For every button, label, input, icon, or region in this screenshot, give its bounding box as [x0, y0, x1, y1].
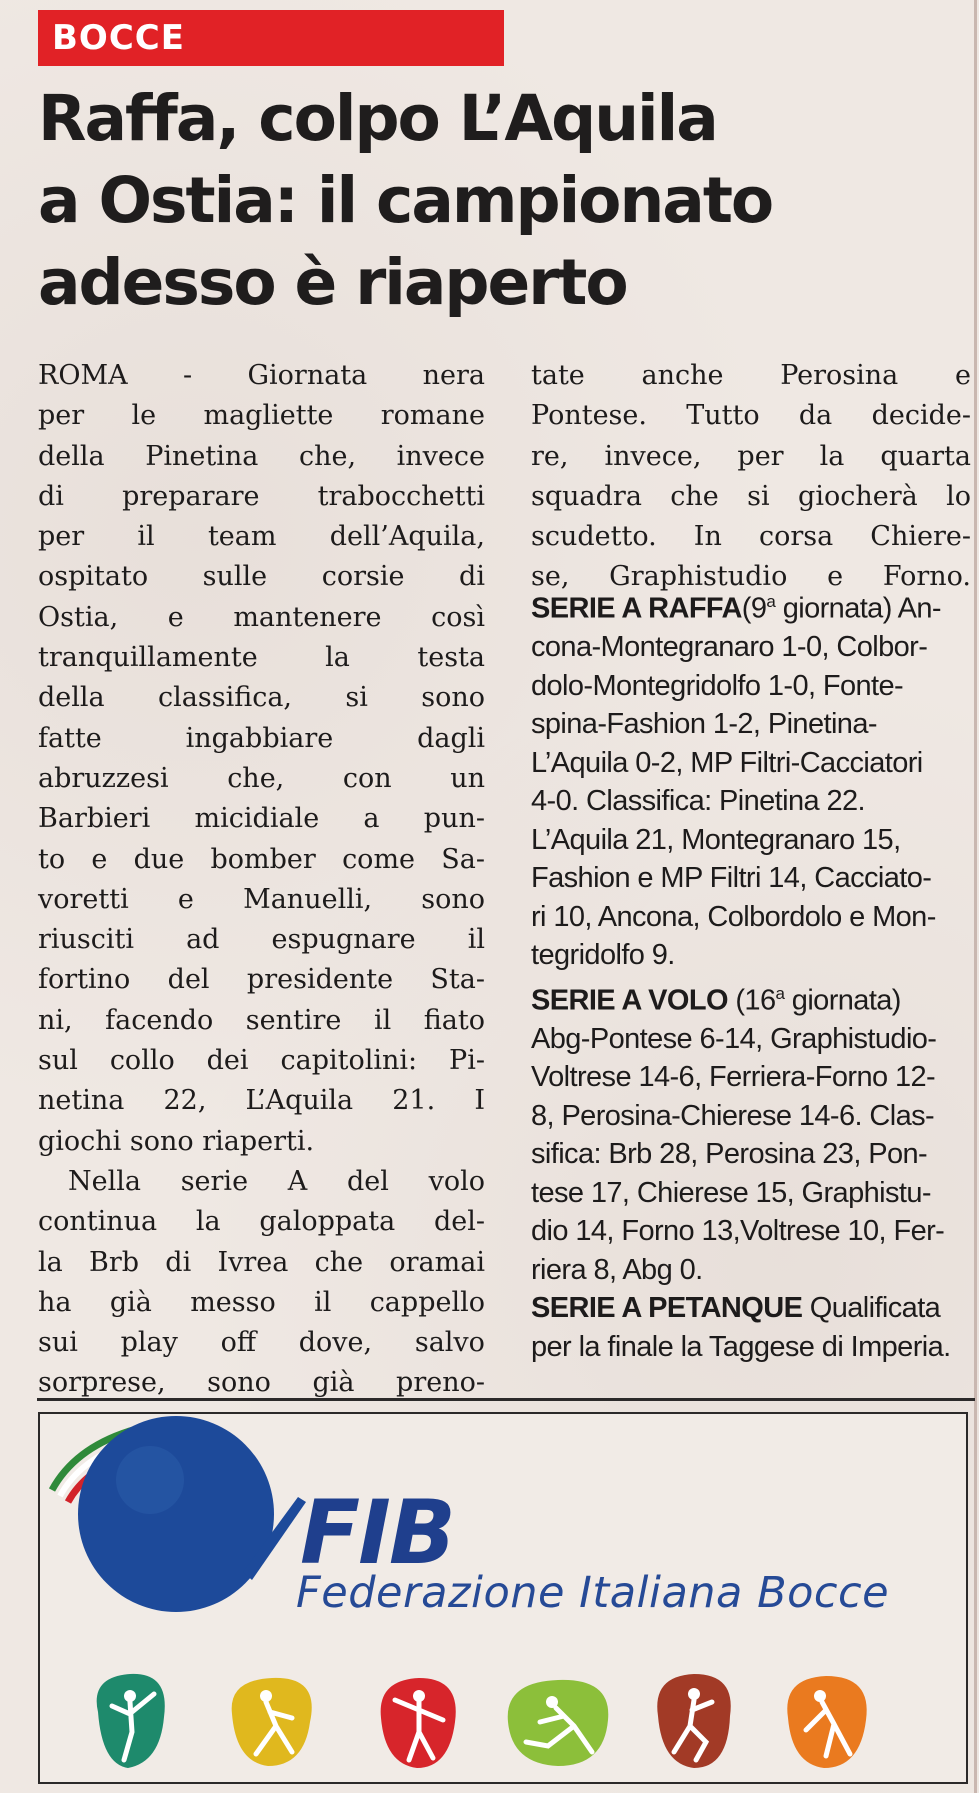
result-line: cona-Montegranaro 1-0, Colbor-	[531, 631, 928, 664]
word: giocherà	[798, 480, 918, 512]
word: sul	[38, 1045, 78, 1077]
word: che,	[298, 440, 357, 472]
word: play	[120, 1327, 178, 1359]
word: serie	[180, 1165, 249, 1197]
word: un	[450, 762, 485, 794]
word: dagli	[417, 722, 485, 754]
word: che	[670, 480, 719, 512]
text-line	[38, 1243, 485, 1283]
text-line	[38, 437, 485, 477]
throw-pose-icon	[97, 1674, 165, 1768]
word: salvo	[414, 1327, 485, 1359]
word: di	[459, 561, 485, 593]
fib-logo-text: FIB	[300, 1481, 454, 1584]
word: invece,	[604, 440, 702, 472]
word: Pinetina	[145, 440, 259, 472]
word: Ostia,	[38, 601, 119, 633]
word: A	[287, 1165, 308, 1197]
volo-round: (16	[727, 984, 776, 1017]
volo-heading-line	[531, 975, 971, 1020]
word: Giornata	[247, 360, 368, 391]
word: 21.	[392, 1085, 436, 1117]
raffa-round: (9	[741, 592, 767, 625]
word: Pi-	[449, 1045, 485, 1077]
result-line: riera 8, Abg 0.	[531, 1253, 703, 1286]
word: corsie	[321, 561, 405, 593]
word: e	[167, 601, 184, 633]
word: Manuelli,	[243, 883, 373, 915]
text-line	[38, 920, 485, 960]
word: due	[133, 843, 185, 875]
text-line	[38, 557, 485, 597]
text-line	[38, 598, 485, 638]
word: Sta-	[430, 964, 485, 996]
word: di	[38, 480, 64, 512]
text-line	[38, 1001, 485, 1041]
headline-line: Raffa, colpo L’Aquila	[38, 82, 717, 155]
article-body-right	[531, 356, 971, 598]
word: riusciti	[38, 924, 135, 956]
raffa-heading: SERIE A RAFFA	[531, 592, 742, 625]
word: tranquillamente	[38, 642, 258, 674]
word: per	[38, 400, 85, 432]
result-line: ri 10, Ancona, Colbordolo e Mon-	[531, 900, 936, 933]
word: galoppata	[259, 1206, 396, 1238]
word: che,	[227, 762, 285, 794]
headline-line: a Ostia: il campionato	[38, 164, 773, 237]
word: con	[342, 762, 392, 794]
word: invece	[396, 440, 485, 472]
word: Perosina	[780, 360, 899, 391]
word: dei	[206, 1045, 249, 1077]
word: fiato	[423, 1004, 485, 1036]
text-line	[38, 477, 485, 517]
word: di	[165, 1246, 192, 1278]
discipline-icons	[90, 1672, 890, 1772]
lunge-pose-icon	[508, 1680, 609, 1766]
word: ni,	[38, 1004, 73, 1036]
petanque-heading-line	[531, 1289, 971, 1328]
text-line	[38, 1162, 485, 1202]
word: il	[467, 924, 485, 956]
text-line	[38, 759, 485, 799]
word: classifica,	[158, 682, 293, 714]
word: a	[363, 803, 380, 835]
word: si	[747, 480, 770, 512]
word: Nella	[68, 1165, 141, 1197]
headline-line: adesso è riaperto	[38, 246, 627, 319]
text-line	[531, 396, 971, 436]
word: Pontese.	[531, 400, 647, 432]
text-line	[38, 396, 485, 436]
word: della	[38, 682, 105, 714]
word: oramai	[389, 1246, 485, 1278]
text-line	[38, 1283, 485, 1323]
word: e	[955, 360, 971, 391]
word: volo	[428, 1165, 485, 1197]
word: decide-	[871, 400, 971, 432]
result-line: 4-0. Classifica: Pinetina 22.	[531, 785, 865, 818]
article-body-left	[38, 356, 485, 1404]
text-line	[38, 840, 485, 880]
word: e	[91, 843, 108, 875]
word: già	[109, 1286, 152, 1318]
text-line	[38, 1202, 485, 1242]
federation-name: Federazione Italiana Bocce	[296, 1568, 890, 1618]
results-block	[531, 583, 971, 1366]
word: dove,	[298, 1327, 373, 1359]
word: per	[737, 440, 784, 472]
word: trabocchetti	[317, 480, 485, 512]
word: sulle	[202, 561, 268, 593]
result-line: Abg-Pontese 6-14, Graphistudio-	[531, 1022, 937, 1055]
word: del	[346, 1165, 389, 1197]
word: off	[220, 1327, 257, 1359]
word: presidente	[246, 964, 394, 996]
text-line	[531, 517, 971, 557]
word: Chiere-	[870, 521, 971, 553]
word: Graphistudio	[609, 561, 788, 593]
word: abruzzesi	[38, 762, 169, 794]
word: testa	[417, 642, 485, 674]
result-line: dio 14, Forno 13,Voltrese 10, Fer-	[531, 1215, 945, 1248]
word: cappello	[369, 1286, 485, 1318]
word: quarta	[880, 440, 971, 472]
word: già	[312, 1367, 355, 1399]
text-line	[531, 477, 971, 517]
section-kicker: BOCCE	[38, 10, 504, 66]
text-line	[38, 1323, 485, 1363]
word: il	[137, 521, 155, 553]
word: la	[38, 1246, 63, 1278]
word: Tutto	[686, 400, 760, 432]
raffa-round-sup: a	[766, 592, 776, 611]
word: 22,	[163, 1085, 207, 1117]
volo-round-sup: a	[775, 983, 785, 1003]
text-line	[38, 1081, 485, 1121]
word: anche	[641, 360, 724, 391]
volo-round-tail: giornata)	[784, 984, 901, 1017]
petanque-text: Qualificata	[802, 1292, 941, 1325]
word: I	[474, 1085, 485, 1117]
word: del	[167, 964, 210, 996]
roll-pose-icon	[232, 1678, 312, 1766]
word: la	[325, 642, 350, 674]
word: Forno.	[882, 561, 971, 593]
page-edge	[974, 0, 977, 1793]
word: le	[131, 400, 157, 432]
raffa-heading-line	[531, 583, 971, 628]
word: collo	[109, 1045, 175, 1077]
word: nera	[422, 360, 485, 391]
petanque-results	[531, 1328, 971, 1367]
word: della	[38, 440, 105, 472]
word: del-	[433, 1206, 485, 1238]
word: L’Aquila	[245, 1085, 354, 1117]
word: ROMA	[38, 360, 128, 391]
word: pun-	[423, 803, 485, 835]
text-line	[38, 1041, 485, 1081]
word: team	[207, 521, 277, 553]
text-line	[38, 638, 485, 678]
word: -	[182, 360, 193, 391]
word: da	[798, 400, 833, 432]
result-line: Fashion e MP Filtri 14, Cacciato-	[531, 862, 932, 895]
text-line	[38, 960, 485, 1000]
word: sentire	[245, 1004, 342, 1036]
word: se,	[531, 561, 570, 593]
word: ad	[186, 924, 220, 956]
word: squadra	[531, 480, 642, 512]
word: si	[345, 682, 368, 714]
word: e	[827, 561, 844, 593]
headline	[38, 78, 938, 324]
word: Barbieri	[38, 803, 151, 835]
text-line	[38, 356, 485, 396]
text-line	[531, 437, 971, 477]
word: il	[314, 1286, 332, 1318]
result-line: tegridolfo 9.	[531, 939, 675, 972]
word: la	[195, 1206, 221, 1238]
word: capitolini:	[280, 1045, 418, 1077]
word: sui	[38, 1327, 78, 1359]
word: sono	[421, 883, 485, 915]
word: ha	[38, 1286, 72, 1318]
word: Brb	[88, 1246, 140, 1278]
result-line: Voltrese 14-6, Ferriera-Forno 12-	[531, 1061, 936, 1094]
pointing-pose-icon	[381, 1678, 456, 1768]
word: re,	[531, 440, 569, 472]
word: to	[38, 843, 66, 875]
word: così	[431, 601, 485, 633]
word: giochi sono riaperti.	[38, 1125, 315, 1157]
word: che	[314, 1246, 364, 1278]
volo-results	[531, 1020, 971, 1290]
word: magliette	[203, 400, 334, 432]
result-line: spina-Fashion 1-2, Pinetina-	[531, 708, 877, 741]
word: ingabbiare	[185, 722, 334, 754]
word: scudetto.	[531, 521, 657, 553]
text-line	[38, 880, 485, 920]
word: il	[373, 1004, 392, 1036]
word: continua	[38, 1206, 158, 1238]
text-line	[38, 678, 485, 718]
result-line: dolo-Montegridolfo 1-0, Fonte-	[531, 669, 904, 702]
bocce-ball-icon	[78, 1416, 274, 1612]
word: netina	[38, 1085, 125, 1117]
word: ospitato	[38, 561, 149, 593]
divider	[37, 1398, 975, 1401]
word: lo	[946, 480, 971, 512]
word: bomber	[210, 843, 316, 875]
raffa-results	[531, 628, 971, 975]
word: sorprese,	[38, 1367, 166, 1399]
word: preparare	[122, 480, 260, 512]
result-line: 8, Perosina-Chierese 14-6. Clas-	[531, 1099, 935, 1132]
word: e	[177, 883, 194, 915]
result-line: L’Aquila 0-2, MP Filtri-Cacciatori	[531, 746, 923, 779]
text-line	[38, 719, 485, 759]
word: sono	[207, 1367, 271, 1399]
word: messo	[190, 1286, 276, 1318]
word: Ivrea	[217, 1246, 289, 1278]
word: romane	[380, 400, 485, 432]
word: sono	[421, 682, 485, 714]
petanque-heading: SERIE A PETANQUE	[531, 1292, 803, 1325]
text-line	[38, 799, 485, 839]
word: come	[342, 843, 416, 875]
bend-pose-icon	[787, 1676, 866, 1768]
crouch-pose-icon	[657, 1674, 731, 1768]
word: fortino	[38, 964, 131, 996]
word: corsa	[758, 521, 834, 553]
word: la	[819, 440, 845, 472]
word: facendo	[105, 1004, 214, 1036]
word: fatte	[38, 722, 102, 754]
word: mantenere	[233, 601, 382, 633]
result-line: L’Aquila 21, Montegranaro 15,	[531, 823, 901, 856]
result-line: sifica: Brb 28, Perosina 23, Pon-	[531, 1138, 928, 1171]
result-line: tese 17, Chierese 15, Graphistu-	[531, 1176, 931, 1209]
text-line	[38, 1122, 485, 1162]
word: tate	[531, 360, 585, 391]
word: preno-	[396, 1367, 485, 1399]
volo-heading: SERIE A VOLO	[531, 984, 728, 1017]
raffa-round-tail: giornata) An-	[775, 592, 941, 625]
result-line: per la finale la Taggese di Imperia.	[531, 1330, 951, 1363]
text-line	[531, 356, 971, 396]
text-line	[38, 517, 485, 557]
word: In	[693, 521, 722, 553]
word: voretti	[38, 883, 129, 915]
word: micidiale	[194, 803, 320, 835]
word: dell’Aquila,	[329, 521, 485, 553]
word: espugnare	[271, 924, 416, 956]
word: per	[38, 521, 85, 553]
word: Sa-	[441, 843, 485, 875]
